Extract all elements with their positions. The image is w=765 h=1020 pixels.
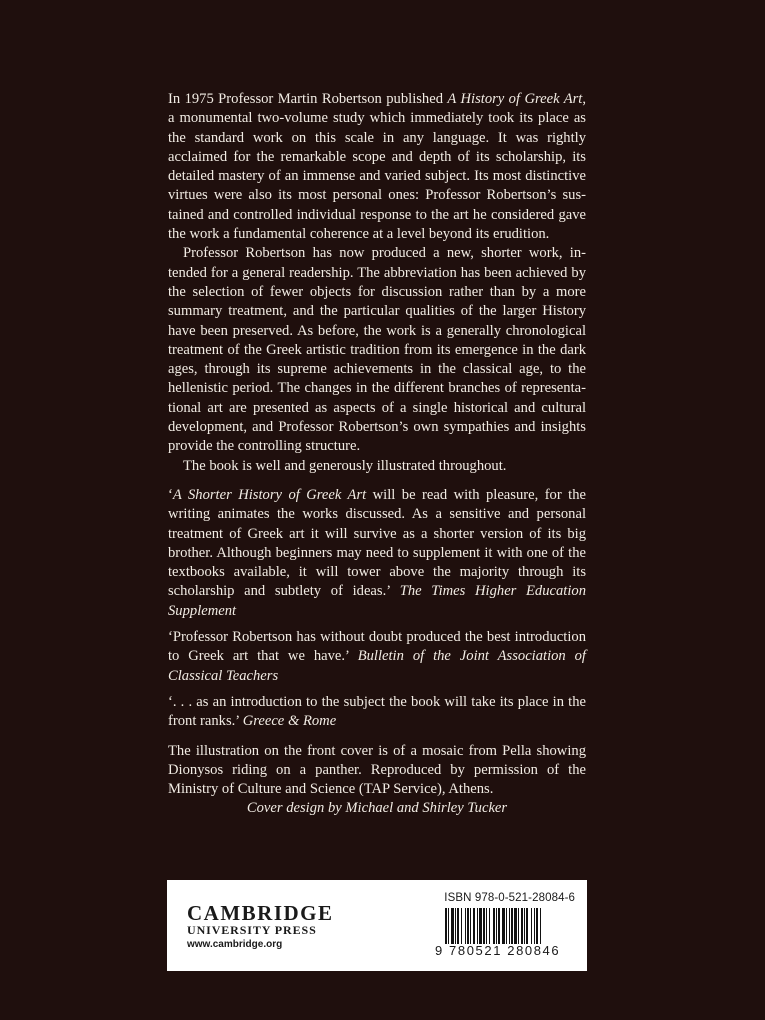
blurb-paragraph-1: In 1975 Professor Martin Robertson published A History of Greek Art, a monumental two-volume study which immediately took its place as the standard work on this scale in any language. It was rightly acclaimed for the remarkable scope and depth of its scholarship, its detailed mastery of an immense and varied subject. Its most distinctive virtues were also its most personal ones: Professor Robertson’s sustained and controlled individual response to the art he considered gave the work a fundamental coherence at a level beyond its erudition. (168, 91, 587, 243)
barcode-block (435, 891, 575, 963)
publisher-url: www.cambridge.org (187, 939, 283, 950)
review-quote-3: ‘. . . as an introduction to the subject the book will take its place in the front ranks.’ Greece & Rome (168, 693, 586, 730)
back-cover-text (168, 90, 586, 819)
book-title: A History of Greek Art (447, 91, 583, 107)
publisher-press: UNIVERSITY PRESS (187, 923, 317, 937)
review-source-2: Bulletin of the Joint Association of Classical Teachers (168, 648, 586, 684)
blurb-paragraph-2: Professor Robertson has now produced a new, shorter work, intended for a general readership. The abbreviation has been achieved by the selection of fewer objects for discussion rather than by a more summary treatment, and the particular qualities of the larger History have been preserved. As before, the work is a generally chronological treatment of the Greek artistic tradition from its emergence in the dark ages, through its supreme achievements in the classical age, to the hellenistic period. The changes in the different branches of representational art are presented as aspects of a single historical and cultural development, and Professor Robertson’s own sympathies and insights provide the controlling structure. (168, 245, 586, 455)
review-quote-1: ‘A Shorter History of Greek Art will be read with pleasure, for the writing animates the works discussed. As a sensitive and personal treatment of Greek art it will survive as a shorter version of its big brother. Although beginners may need to supplement it with one of the textbooks available, it will tower above the majority through its scholarship and subtlety of ideas.’ The Times Higher Education Supplement (168, 486, 587, 619)
cover-credit: Cover design by Michael and Shirley Tucker (246, 800, 508, 817)
blurb-paragraph-3: The book is well and generously illustrated throughout. (183, 457, 507, 474)
isbn-label: ISBN 978-0-521-28084-6 (444, 892, 575, 904)
review-source-1: The Times Higher Education Supplement (168, 583, 587, 619)
review-quote-2: ‘Professor Robertson has without doubt produced the best introduction to Greek art that we have.’ Bulletin of the Joint Association of Classical Teachers (168, 629, 586, 684)
publisher-panel (167, 880, 587, 971)
illustration-note: The illustration on the front cover is of a mosaic from Pella showing Dionysos riding on a panther. Reproduced by permission of the Ministry of Culture and Science (TAP Service), Athens. (168, 742, 586, 798)
publisher-logo (187, 902, 334, 952)
publisher-name: CAMBRIDGE (187, 901, 334, 925)
barcode-digits: 9 780521 280846 (435, 943, 561, 958)
review-source-3: Greece & Rome (242, 713, 337, 730)
